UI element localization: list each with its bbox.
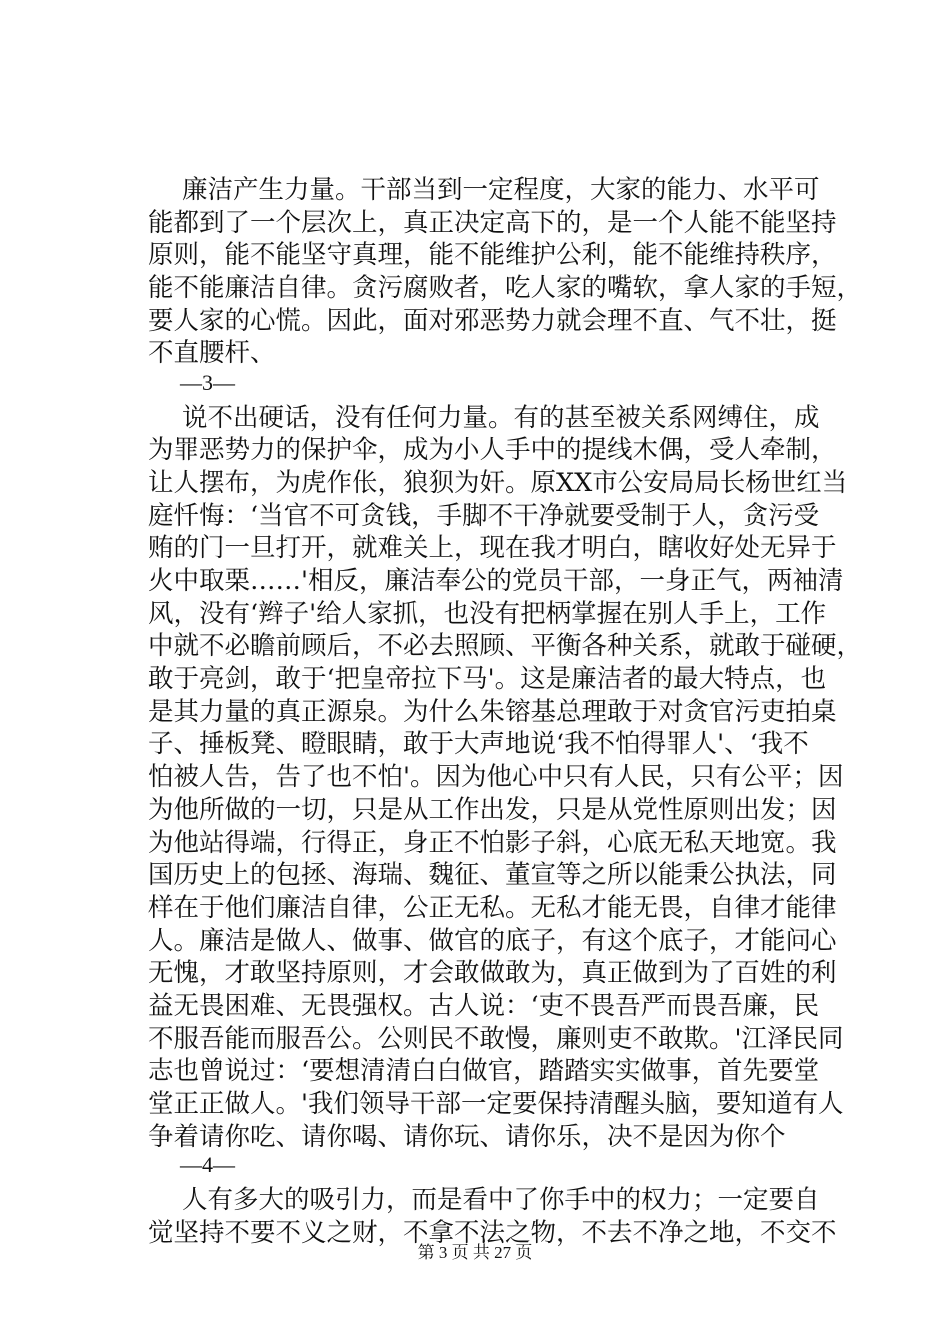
paragraph-2-line-19: 益无畏困难、无畏强权。古人说：‘吏不畏吾严而畏吾廉，民 <box>148 991 820 1021</box>
paragraph-2-line-7: 风，没有‘辫子'给人家抓，也没有把柄掌握在别人手上，工作 <box>148 599 827 629</box>
paragraph-1-line-4: 能不能廉洁自律。贪污腐败者，吃人家的嘴软，拿人家的手短， <box>148 273 863 303</box>
page-marker-4: —4— <box>180 1152 235 1177</box>
paragraph-2-line-1: 说不出硬话，没有任何力量。有的甚至被关系网缚住，成 <box>182 403 820 433</box>
paragraph-2-line-13: 为他所做的一切，只是从工作出发，只是从党性原则出发；因 <box>148 795 837 825</box>
paragraph-2-line-12: 怕被人告，告了也不怕'。因为他心中只有人民，只有公平；因 <box>148 762 844 792</box>
paragraph-2-line-5: 贿的门一旦打开，就难关上，现在我才明白，瞎收好处无异于 <box>148 533 837 563</box>
paragraph-2-line-10: 是其力量的真正源泉。为什么朱镕基总理敢于对贪官污吏拍桌 <box>148 697 837 727</box>
paragraph-2-line-3: 让人摆布，为虎作伥，狼狈为奸。原XX市公安局局长杨世红当 <box>148 468 848 498</box>
paragraph-1-line-6: 不直腰杆、 <box>148 338 276 368</box>
paragraph-3-line-2: 觉坚持不要不义之财，不拿不法之物，不去不净之地，不交不 <box>148 1218 837 1248</box>
paragraph-2-line-4: 庭忏悔：‘当官不可贪钱，手脚不干净就要受制于人，贪污受 <box>148 501 820 531</box>
paragraph-2-line-11: 子、捶板凳、瞪眼睛，敢于大声地说‘我不怕得罪人'、‘我不 <box>148 729 809 759</box>
paragraph-3-line-1: 人有多大的吸引力，而是看中了你手中的权力；一定要自 <box>182 1185 820 1215</box>
paragraph-2-line-16: 样在于他们廉洁自律，公正无私。无私才能无畏，自律才能律 <box>148 893 837 923</box>
paragraph-2-line-23: 争着请你吃、请你喝、请你玩、请你乐，决不是因为你个 <box>148 1122 786 1152</box>
paragraph-2-line-17: 人。廉洁是做人、做事、做官的底子，有这个底子，才能问心 <box>148 926 837 956</box>
paragraph-1-line-5: 要人家的心慌。因此，面对邪恶势力就会理不直、气不壮，挺 <box>148 306 837 336</box>
paragraph-2-line-20: 不服吾能而服吾公。公则民不敢慢，廉则吏不敢欺。'江泽民同 <box>148 1024 844 1054</box>
paragraph-1-line-1: 廉洁产生力量。干部当到一定程度，大家的能力、水平可 <box>182 175 820 205</box>
paragraph-2-line-2: 为罪恶势力的保护伞，成为小人手中的提线木偶，受人牵制， <box>148 435 837 465</box>
paragraph-1-line-2: 能都到了一个层次上，真正决定高下的，是一个人能不能坚持 <box>148 208 837 238</box>
paragraph-2-line-6: 火中取栗……'相反，廉洁奉公的党员干部，一身正气，两袖清 <box>148 566 844 596</box>
page-marker-3: —3— <box>180 370 235 395</box>
page-footer: 第 3 页 共 27 页 <box>417 1243 533 1262</box>
paragraph-2-line-18: 无愧，才敢坚持原则，才会敢做敢为，真正做到为了百姓的利 <box>148 958 837 988</box>
paragraph-2-line-15: 国历史上的包拯、海瑞、魏征、董宣等之所以能秉公执法，同 <box>148 860 837 890</box>
paragraph-2-line-22: 堂正正做人。'我们领导干部一定要保持清醒头脑，要知道有人 <box>148 1089 844 1119</box>
paragraph-2-line-14: 为他站得端，行得正，身正不怕影子斜，心底无私天地宽。我 <box>148 828 837 858</box>
paragraph-2-line-8: 中就不必瞻前顾后，不必去照顾、平衡各种关系，就敢于碰硬， <box>148 631 863 661</box>
paragraph-2-line-9: 敢于亮剑，敢于‘把皇帝拉下马'。这是廉洁者的最大特点，也 <box>148 664 827 694</box>
paragraph-2-line-21: 志也曾说过：‘要想清清白白做官，踏踏实实做事，首先要堂 <box>148 1056 820 1086</box>
paragraph-1-line-3: 原则，能不能坚守真理，能不能维护公利，能不能维持秩序， <box>148 240 837 270</box>
